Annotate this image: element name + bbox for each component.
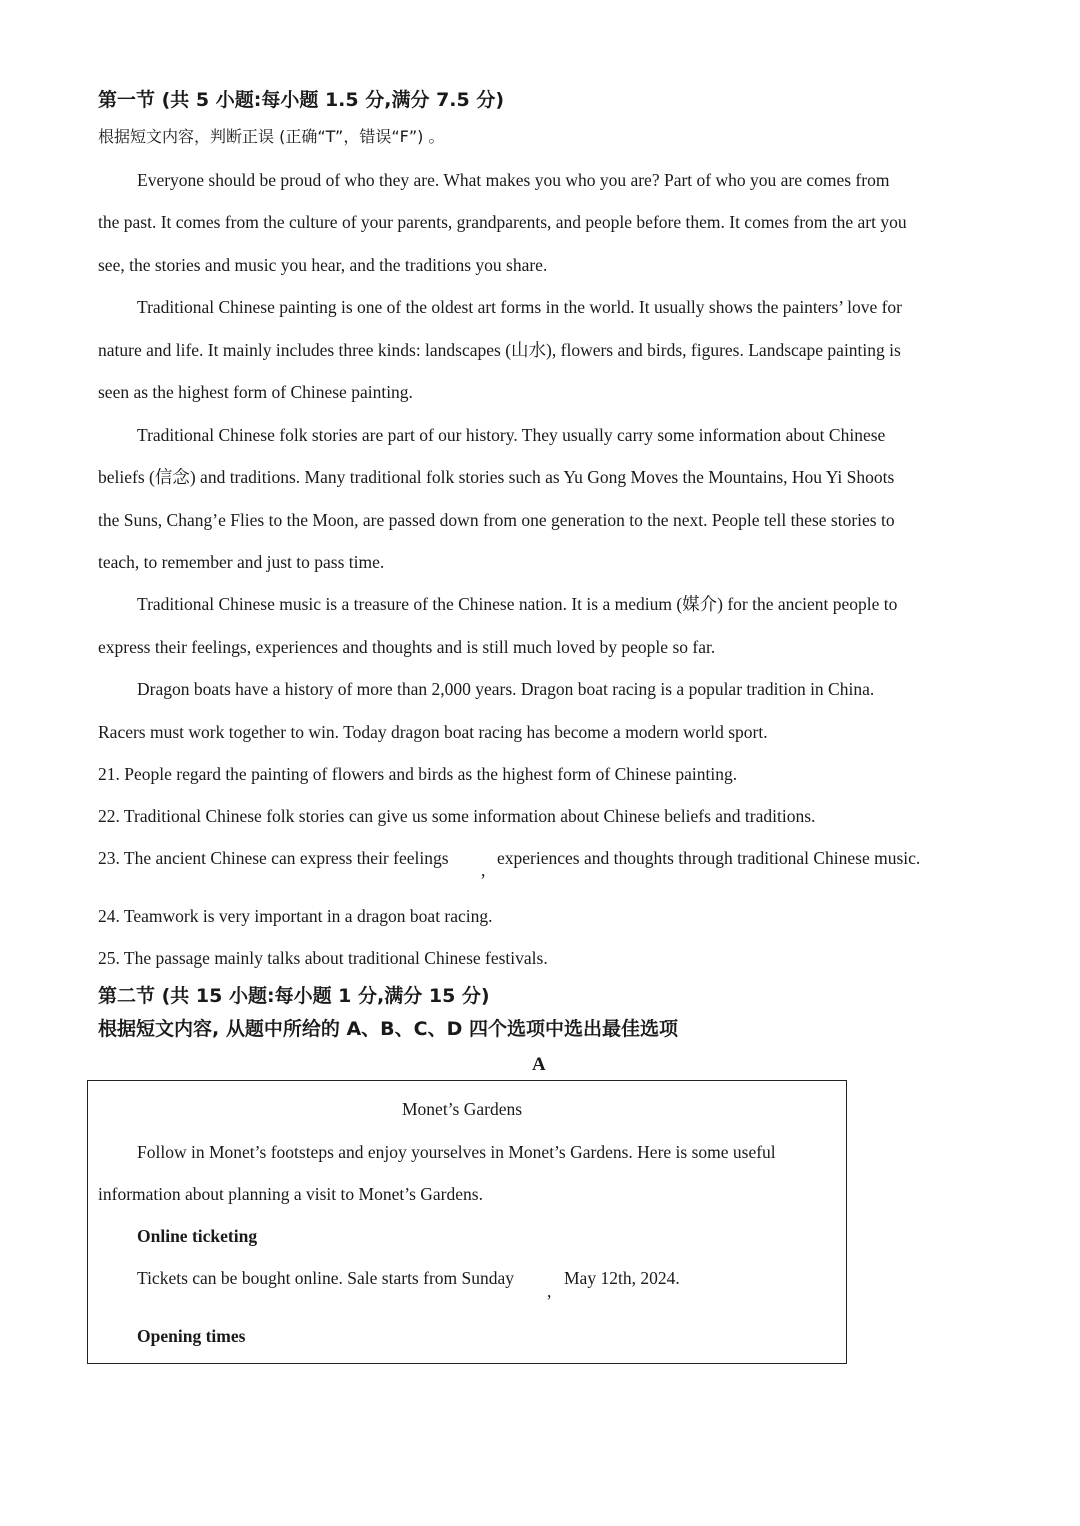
online-ticketing-date: May 12th, 2024.: [564, 1268, 680, 1288]
passage-line: seen as the highest form of Chinese painting.: [98, 382, 413, 402]
box-intro-line: Follow in Monet’s footsteps and enjoy yourselves in Monet’s Gardens. Here is some useful: [137, 1142, 776, 1162]
passage-line: nature and life. It mainly includes three kinds: landscapes (山水), flowers and birds, figures. Landscape painting is: [98, 340, 901, 360]
question-22: 22. Traditional Chinese folk stories can give us some information about Chinese beliefs and traditions.: [98, 806, 816, 826]
opening-times-heading: Opening times: [137, 1326, 246, 1346]
question-23-continuation: experiences and thoughts through traditional Chinese music.: [497, 848, 921, 868]
passage-line: express their feelings, experiences and thoughts and is still much loved by people so far.: [98, 637, 716, 657]
passage-line: teach, to remember and just to pass time.: [98, 552, 385, 572]
online-ticketing-heading: Online ticketing: [137, 1226, 258, 1246]
passage-line: see, the stories and music you hear, and the traditions you share.: [98, 255, 548, 275]
question-23: 23. The ancient Chinese can express their feelings: [98, 848, 449, 868]
online-ticketing-text: Tickets can be bought online. Sale starts from Sunday: [137, 1268, 515, 1288]
box-title: Monet’s Gardens: [402, 1099, 523, 1119]
reading-box: [87, 1080, 847, 1364]
section2-instruction: 根据短文内容, 从题中所给的 A、B、C、D 四个选项中选出最佳选项: [98, 1018, 678, 1040]
section1-heading: 第一节 (共 5 小题:每小题 1.5 分,满分 7.5 分): [98, 89, 505, 111]
question-23-comma: ,: [481, 860, 486, 880]
question-25: 25. The passage mainly talks about traditional Chinese festivals.: [98, 948, 548, 968]
online-ticketing-comma: ,: [547, 1281, 552, 1301]
passage-line: Traditional Chinese painting is one of the oldest art forms in the world. It usually shows the painters’ love for: [137, 297, 903, 317]
passage-line: Traditional Chinese music is a treasure of the Chinese nation. It is a medium (媒介) for the ancient people to: [137, 594, 898, 614]
passage-line: the past. It comes from the culture of your parents, grandparents, and people before them. It comes from the art you: [98, 212, 907, 232]
passage-line: Traditional Chinese folk stories are part of our history. They usually carry some information about Chinese: [137, 425, 886, 445]
part-label: A: [532, 1054, 546, 1075]
question-24: 24. Teamwork is very important in a dragon boat racing.: [98, 906, 493, 926]
section2-heading: 第二节 (共 15 小题:每小题 1 分,满分 15 分): [98, 985, 490, 1007]
question-21: 21. People regard the painting of flowers and birds as the highest form of Chinese painting.: [98, 764, 738, 784]
box-intro-line: information about planning a visit to Monet’s Gardens.: [98, 1184, 483, 1204]
passage-line: Everyone should be proud of who they are. What makes you who you are? Part of who you are comes from: [137, 170, 890, 190]
section1-instruction: 根据短文内容，判断正误 (正确“T”，错误“F”) 。: [98, 127, 445, 146]
passage-line: Racers must work together to win. Today dragon boat racing has become a modern world sport.: [98, 722, 768, 742]
passage-line: Dragon boats have a history of more than 2,000 years. Dragon boat racing is a popular tradition in China.: [137, 679, 875, 699]
passage-line: beliefs (信念) and traditions. Many traditional folk stories such as Yu Gong Moves the Mountains, Hou Yi Shoots: [98, 467, 895, 487]
passage-line: the Suns, Chang’e Flies to the Moon, are passed down from one generation to the next. People tell these stories to: [98, 510, 895, 530]
